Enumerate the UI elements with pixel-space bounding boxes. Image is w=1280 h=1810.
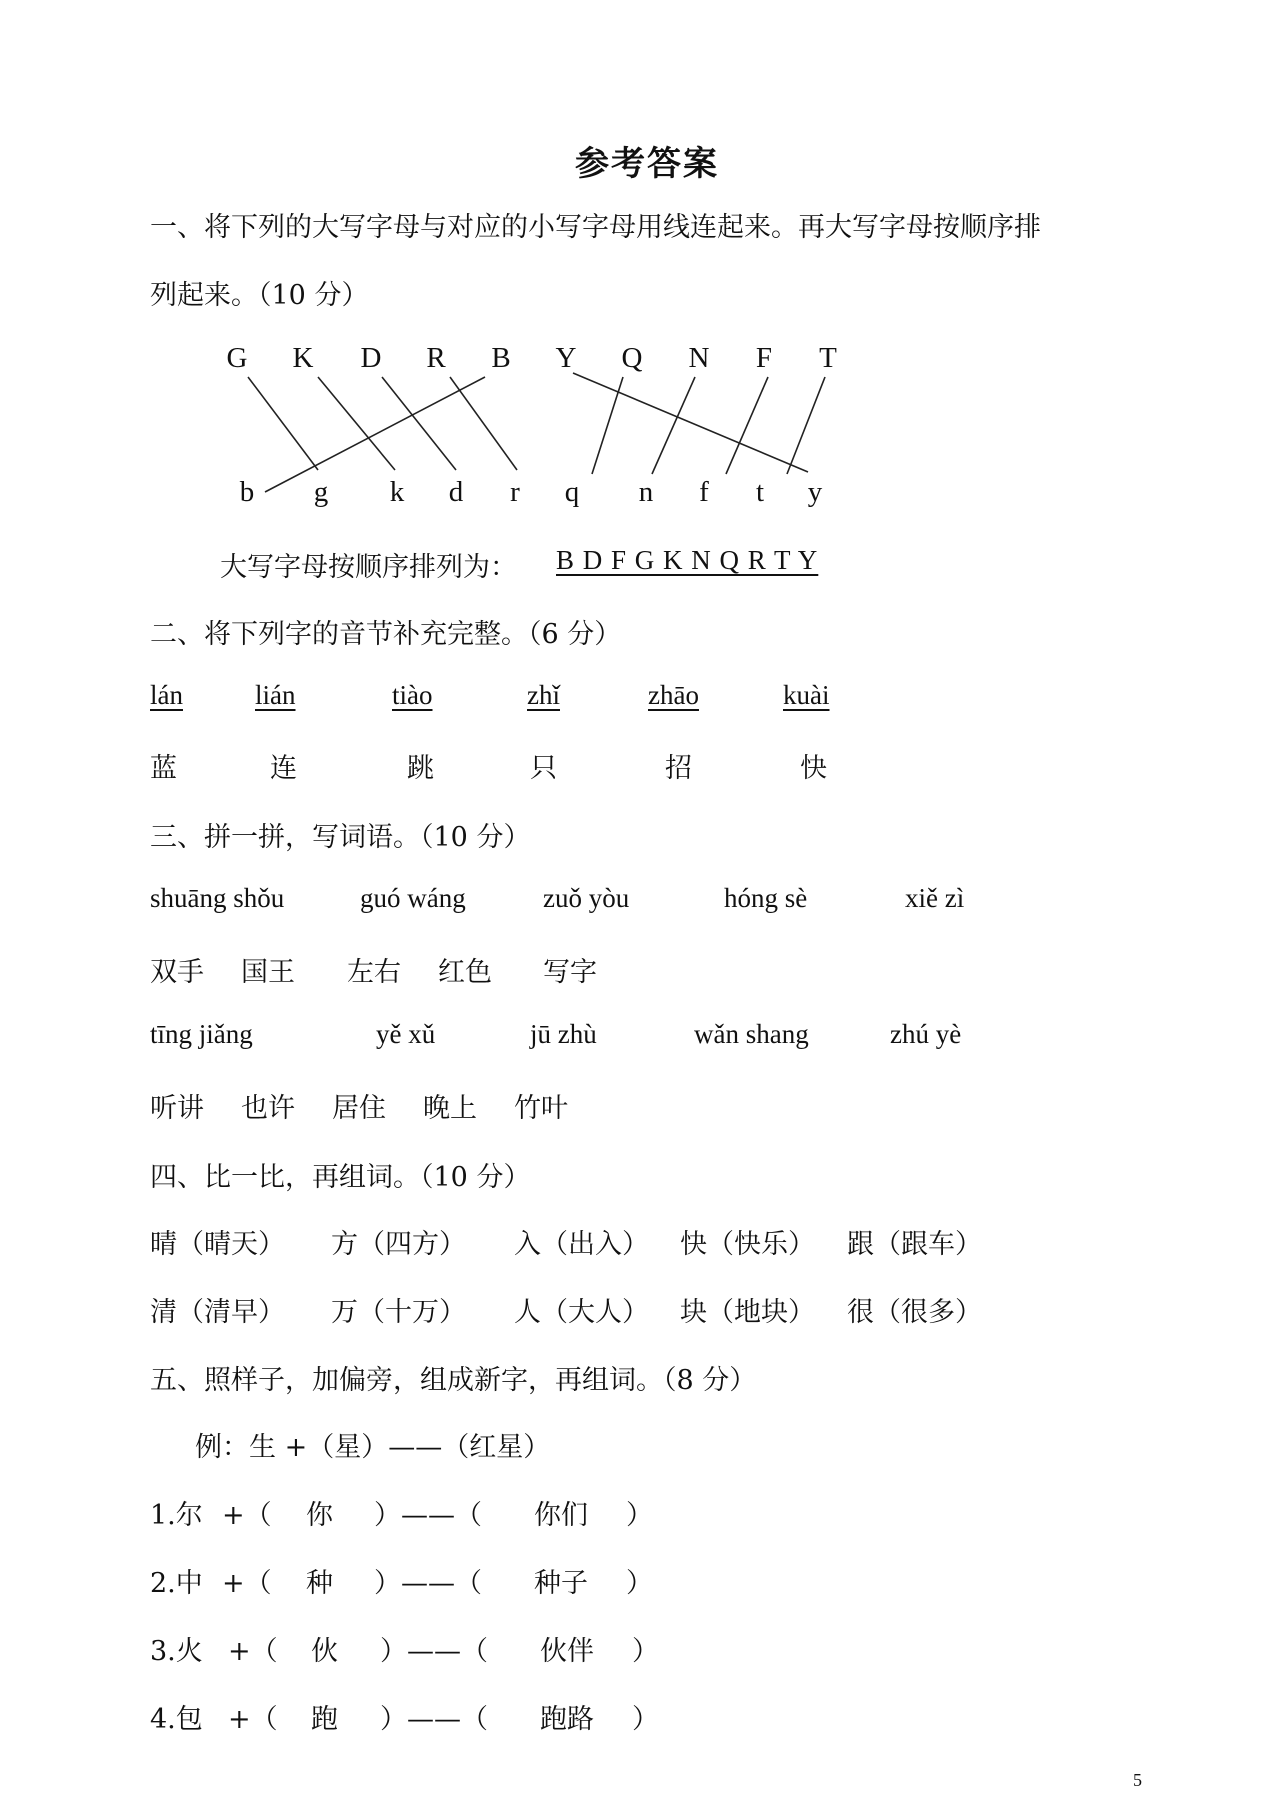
lower-letter: t <box>755 476 765 508</box>
pinyin-word: hóng sè <box>724 883 808 913</box>
pinyin-item: zhāo <box>648 680 699 710</box>
pinyin-word: guó wáng <box>360 883 466 913</box>
close-dash: ）——（ <box>374 1500 482 1531</box>
new-char: 你 <box>306 1500 333 1531</box>
word-item: 晚上 <box>423 1093 477 1124</box>
pinyin-word: zuǒ yòu <box>543 883 630 913</box>
upper-letter: G <box>226 342 248 374</box>
match-line-g <box>248 377 318 470</box>
word-item: 也许 <box>241 1093 295 1124</box>
match-line-k <box>318 377 395 470</box>
lower-letter: b <box>239 476 255 508</box>
character-item: 招 <box>665 753 692 784</box>
compare-item: 块（地块） <box>680 1297 815 1328</box>
plus-paren: +（ <box>222 1500 272 1531</box>
character-item: 快 <box>800 753 827 784</box>
compare-item: 入（出入） <box>514 1229 649 1260</box>
new-char: 伙 <box>311 1636 338 1667</box>
word-item: 双手 <box>150 957 204 988</box>
page-number: 5 <box>1133 1770 1142 1790</box>
word-item: 居住 <box>332 1093 386 1124</box>
section-1-heading-line2: 列起来。（10 分） <box>150 280 369 311</box>
page-title: 参考答案 <box>575 144 719 184</box>
match-line-t <box>787 377 825 474</box>
radical-item-1 <box>150 1493 203 1532</box>
match-line-n <box>652 377 695 474</box>
upper-letter: D <box>360 342 382 374</box>
pinyin-word: tīng jiǎng <box>150 1019 253 1049</box>
upper-letter: N <box>688 342 710 374</box>
lower-letter: k <box>389 476 405 508</box>
new-word: 跑路 <box>540 1704 594 1735</box>
lower-letter: g <box>313 476 329 508</box>
plus-paren: +（ <box>228 1636 278 1667</box>
radical-item-2 <box>150 1561 203 1600</box>
compare-item: 快（快乐） <box>680 1229 815 1260</box>
base-char: 包 <box>175 1704 203 1735</box>
character-item: 连 <box>270 753 297 784</box>
pinyin-item: lián <box>255 680 296 710</box>
upper-letter: T <box>819 342 837 374</box>
match-line-d <box>382 377 456 470</box>
pinyin-word: wǎn shang <box>694 1019 809 1049</box>
upper-letter: K <box>292 342 314 374</box>
section-2-heading: 二、将下列字的音节补充完整。（6 分） <box>150 619 622 650</box>
compare-item: 清（清早） <box>150 1297 285 1328</box>
close-paren: ） <box>632 1636 659 1667</box>
lower-letter: y <box>807 476 823 508</box>
new-char: 跑 <box>311 1704 338 1735</box>
compare-item: 晴（晴天） <box>150 1229 285 1260</box>
section-3-heading: 三、拼一拼，写词语。（10 分） <box>150 822 531 853</box>
word-item: 红色 <box>438 957 492 988</box>
lower-letter: d <box>448 476 464 508</box>
upper-letter: F <box>755 342 773 374</box>
word-item: 国王 <box>241 957 295 988</box>
pinyin-item: zhǐ <box>527 680 560 710</box>
pinyin-item: lán <box>150 680 183 710</box>
pinyin-word: jū zhù <box>530 1019 597 1049</box>
close-dash: ）——（ <box>380 1704 488 1735</box>
base-char: 火 <box>175 1636 203 1667</box>
new-word: 你们 <box>534 1500 588 1531</box>
base-char: 中 <box>175 1568 203 1599</box>
match-line-r <box>450 377 517 470</box>
character-item: 只 <box>530 753 557 784</box>
word-item: 左右 <box>347 957 401 988</box>
item-number: 1. <box>150 1500 176 1531</box>
upper-letter: B <box>491 342 511 374</box>
order-answer: B D F G K N Q R T Y <box>556 545 819 575</box>
pinyin-item: kuài <box>783 680 830 710</box>
example-line: 例：生 +（星）——（红星） <box>195 1432 551 1463</box>
word-item: 写字 <box>543 957 597 988</box>
close-paren: ） <box>632 1704 659 1735</box>
order-label: 大写字母按顺序排列为： <box>220 552 517 583</box>
compare-item: 万（十万） <box>331 1297 466 1328</box>
close-dash: ）——（ <box>374 1568 482 1599</box>
character-item: 蓝 <box>150 753 177 784</box>
close-paren: ） <box>626 1500 653 1531</box>
pinyin-word: zhú yè <box>890 1019 962 1049</box>
radical-item-4 <box>150 1697 203 1736</box>
radical-item-3 <box>150 1629 203 1668</box>
lower-letter: r <box>510 476 520 508</box>
upper-letter: Q <box>621 342 643 374</box>
new-word: 伙伴 <box>540 1636 594 1667</box>
word-item: 竹叶 <box>514 1093 568 1124</box>
compare-item: 很（很多） <box>847 1297 982 1328</box>
upper-letter: Y <box>555 342 577 374</box>
close-paren: ） <box>626 1568 653 1599</box>
lower-letter: f <box>699 476 709 508</box>
compare-item: 跟（跟车） <box>847 1229 982 1260</box>
pinyin-word: xiě zì <box>905 883 965 913</box>
close-dash: ）——（ <box>380 1636 488 1667</box>
pinyin-item: tiào <box>392 680 433 710</box>
word-item: 听讲 <box>150 1093 204 1124</box>
section-1-heading-line1: 一、将下列的大写字母与对应的小写字母用线连起来。再大写字母按顺序排 <box>150 212 1041 243</box>
item-number: 4. <box>150 1704 176 1735</box>
upper-letter: R <box>426 342 446 374</box>
lower-letter: q <box>564 476 580 508</box>
new-word: 种子 <box>534 1568 588 1599</box>
plus-paren: +（ <box>228 1704 278 1735</box>
compare-item: 方（四方） <box>331 1229 466 1260</box>
match-line-f <box>726 377 768 474</box>
plus-paren: +（ <box>222 1568 272 1599</box>
match-line-b <box>265 377 485 492</box>
lower-letter: n <box>638 476 654 508</box>
section-4-heading: 四、比一比，再组词。（10 分） <box>150 1162 531 1193</box>
new-char: 种 <box>306 1568 333 1599</box>
compare-item: 人（大人） <box>514 1297 649 1328</box>
character-item: 跳 <box>407 753 434 784</box>
section-5-heading: 五、照样子，加偏旁，组成新字，再组词。（8 分） <box>150 1365 757 1396</box>
item-number: 2. <box>150 1568 176 1599</box>
base-char: 尔 <box>175 1500 203 1531</box>
pinyin-word: shuāng shǒu <box>150 883 285 913</box>
pinyin-word: yě xǔ <box>376 1019 436 1049</box>
item-number: 3. <box>150 1636 176 1667</box>
